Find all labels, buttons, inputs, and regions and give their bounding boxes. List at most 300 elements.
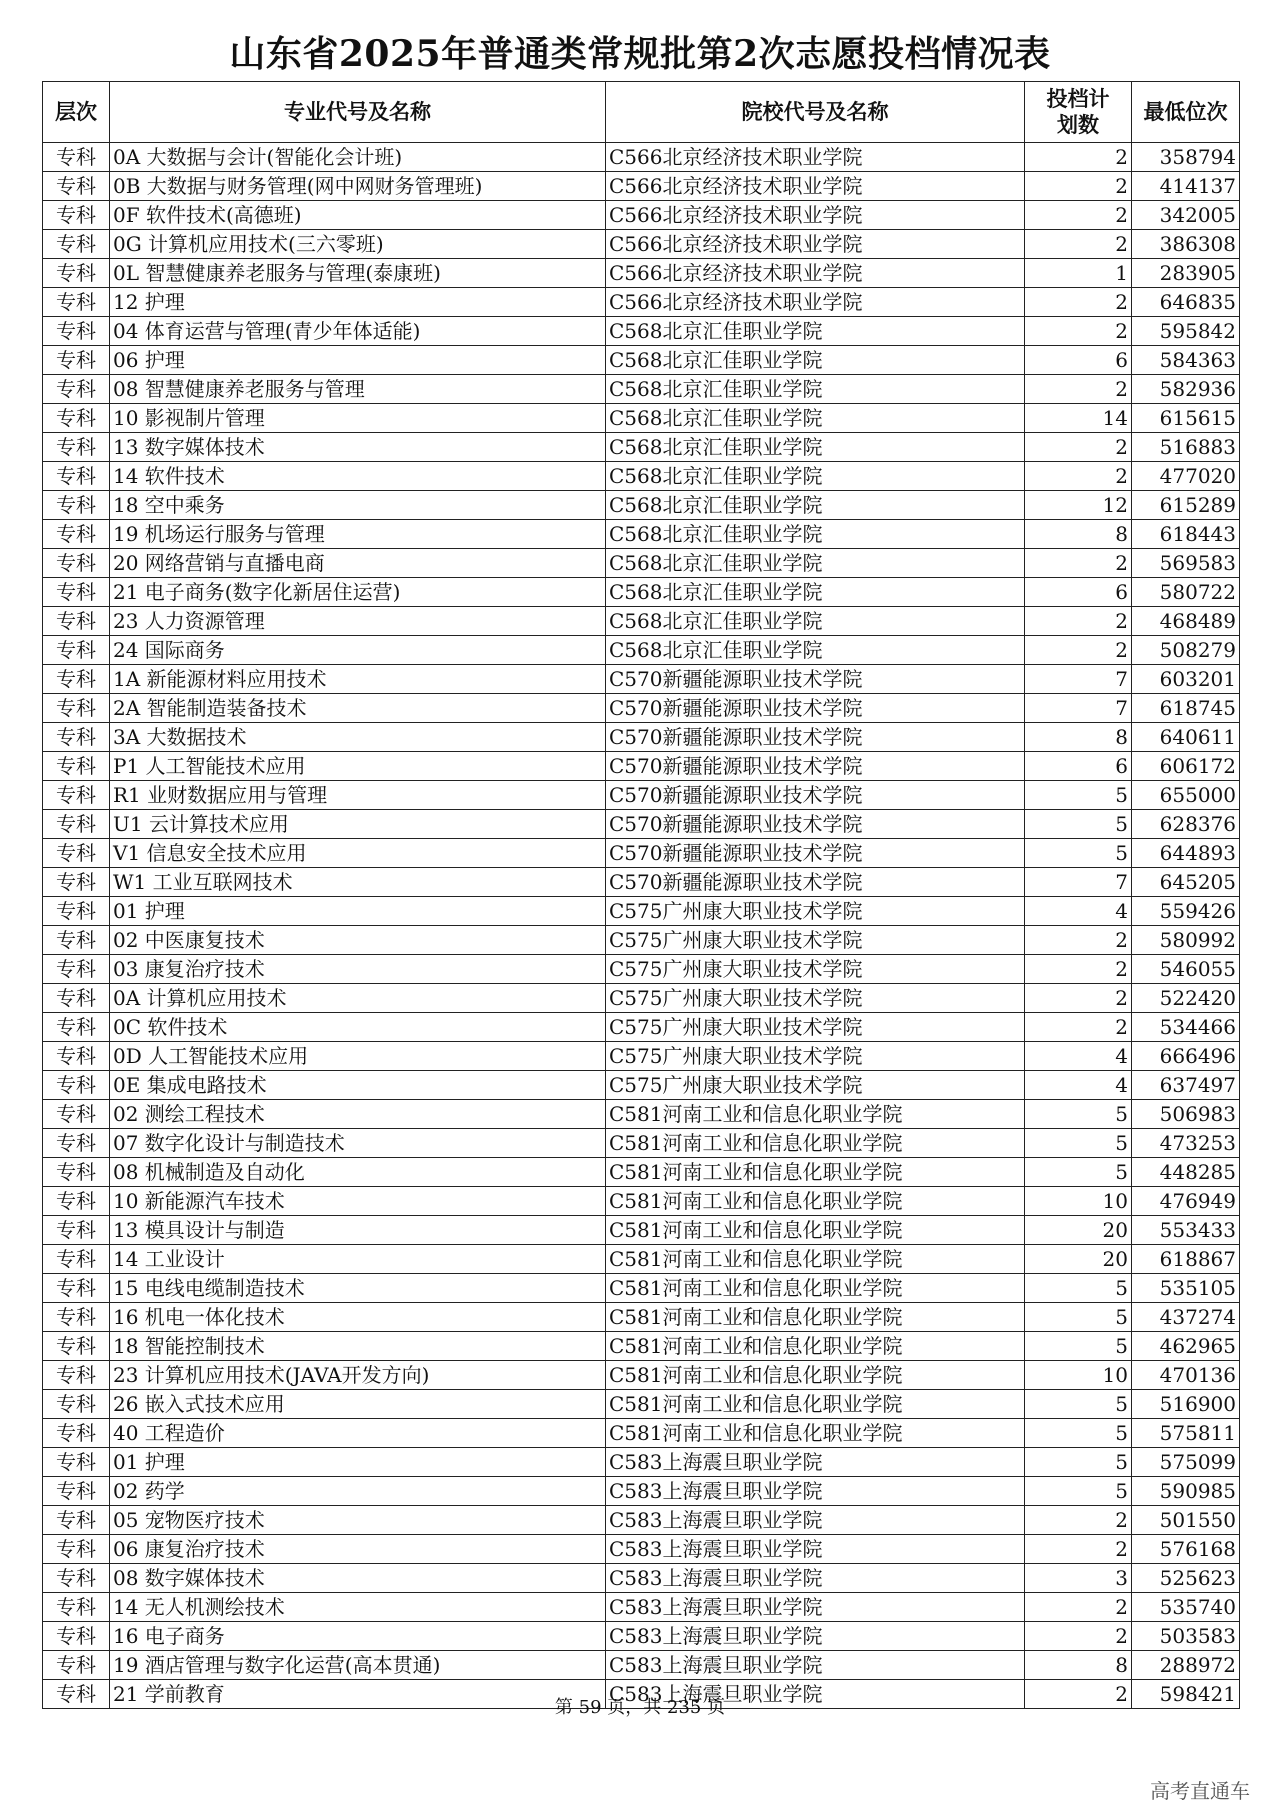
cell-plan: 4: [1025, 897, 1132, 926]
cell-rank: 546055: [1132, 955, 1240, 984]
cell-plan: 2: [1025, 1535, 1132, 1564]
cell-rank: 569583: [1132, 549, 1240, 578]
cell-school: C570新疆能源职业技术学院: [606, 752, 1025, 781]
page-number-footer: 第 59 页，共 235 页: [554, 1697, 726, 1718]
cell-rank: 414137: [1132, 172, 1240, 201]
cell-level: 专科: [43, 346, 110, 375]
table-row: [43, 955, 1240, 984]
cell-level: 专科: [43, 1216, 110, 1245]
table-row: [43, 752, 1240, 781]
table-row: [43, 346, 1240, 375]
table-row: [43, 1622, 1240, 1651]
cell-plan: 2: [1025, 1593, 1132, 1622]
cell-major: 02 测绘工程技术: [110, 1100, 606, 1129]
cell-school: C575广州康大职业技术学院: [606, 1013, 1025, 1042]
cell-major: 05 宠物医疗技术: [110, 1506, 606, 1535]
cell-level: 专科: [43, 607, 110, 636]
cell-rank: 508279: [1132, 636, 1240, 665]
cell-rank: 522420: [1132, 984, 1240, 1013]
table-row: [43, 1013, 1240, 1042]
cell-rank: 615289: [1132, 491, 1240, 520]
header-school: 院校代号及名称: [606, 82, 1025, 143]
cell-rank: 603201: [1132, 665, 1240, 694]
table-row: [43, 665, 1240, 694]
cell-school: C583上海震旦职业学院: [606, 1477, 1025, 1506]
cell-plan: 8: [1025, 1651, 1132, 1680]
table-row: [43, 288, 1240, 317]
cell-rank: 618443: [1132, 520, 1240, 549]
cell-major: 14 工业设计: [110, 1245, 606, 1274]
cell-level: 专科: [43, 578, 110, 607]
cell-rank: 645205: [1132, 868, 1240, 897]
cell-level: 专科: [43, 1071, 110, 1100]
cell-major: 06 护理: [110, 346, 606, 375]
cell-plan: 20: [1025, 1245, 1132, 1274]
cell-major: 0E 集成电路技术: [110, 1071, 606, 1100]
cell-rank: 534466: [1132, 1013, 1240, 1042]
cell-rank: 582936: [1132, 375, 1240, 404]
cell-major: 0B 大数据与财务管理(网中网财务管理班): [110, 172, 606, 201]
cell-plan: 8: [1025, 520, 1132, 549]
cell-plan: 6: [1025, 346, 1132, 375]
cell-level: 专科: [43, 839, 110, 868]
cell-level: 专科: [43, 636, 110, 665]
cell-level: 专科: [43, 1303, 110, 1332]
cell-rank: 470136: [1132, 1361, 1240, 1390]
cell-plan: 6: [1025, 752, 1132, 781]
header-major: 专业代号及名称: [110, 82, 606, 143]
cell-rank: 516883: [1132, 433, 1240, 462]
cell-rank: 437274: [1132, 1303, 1240, 1332]
table-row: [43, 1593, 1240, 1622]
cell-school: C583上海震旦职业学院: [606, 1564, 1025, 1593]
cell-plan: 5: [1025, 1303, 1132, 1332]
cell-rank: 584363: [1132, 346, 1240, 375]
cell-school: C583上海震旦职业学院: [606, 1506, 1025, 1535]
cell-major: 01 护理: [110, 1448, 606, 1477]
cell-school: C568北京汇佳职业学院: [606, 549, 1025, 578]
admission-table-wrapper: [42, 81, 1239, 1709]
cell-level: 专科: [43, 723, 110, 752]
cell-plan: 5: [1025, 1100, 1132, 1129]
table-row: [43, 491, 1240, 520]
cell-plan: 5: [1025, 1419, 1132, 1448]
cell-level: 专科: [43, 1100, 110, 1129]
table-row: [43, 404, 1240, 433]
table-row: [43, 1419, 1240, 1448]
cell-school: C568北京汇佳职业学院: [606, 346, 1025, 375]
cell-school: C583上海震旦职业学院: [606, 1680, 1025, 1709]
cell-school: C583上海震旦职业学院: [606, 1535, 1025, 1564]
cell-rank: 628376: [1132, 810, 1240, 839]
cell-school: C568北京汇佳职业学院: [606, 578, 1025, 607]
table-row: [43, 1361, 1240, 1390]
cell-plan: 2: [1025, 984, 1132, 1013]
table-row: [43, 839, 1240, 868]
cell-rank: 580722: [1132, 578, 1240, 607]
cell-level: 专科: [43, 259, 110, 288]
cell-level: 专科: [43, 984, 110, 1013]
cell-level: 专科: [43, 1042, 110, 1071]
cell-school: C581河南工业和信息化职业学院: [606, 1129, 1025, 1158]
table-row: [43, 1651, 1240, 1680]
cell-school: C568北京汇佳职业学院: [606, 375, 1025, 404]
cell-level: 专科: [43, 1361, 110, 1390]
cell-level: 专科: [43, 1506, 110, 1535]
cell-major: 2A 智能制造装备技术: [110, 694, 606, 723]
table-row: [43, 1100, 1240, 1129]
table-row: [43, 607, 1240, 636]
cell-major: 14 软件技术: [110, 462, 606, 491]
table-row: [43, 375, 1240, 404]
cell-plan: 2: [1025, 1013, 1132, 1042]
cell-level: 专科: [43, 172, 110, 201]
cell-plan: 2: [1025, 607, 1132, 636]
watermark: 高考直通车: [1150, 1779, 1250, 1803]
cell-rank: 473253: [1132, 1129, 1240, 1158]
cell-school: C568北京汇佳职业学院: [606, 317, 1025, 346]
cell-level: 专科: [43, 781, 110, 810]
cell-level: 专科: [43, 1622, 110, 1651]
cell-plan: 5: [1025, 1477, 1132, 1506]
cell-level: 专科: [43, 694, 110, 723]
cell-rank: 535740: [1132, 1593, 1240, 1622]
table-row: [43, 1071, 1240, 1100]
cell-level: 专科: [43, 201, 110, 230]
table-row: [43, 1042, 1240, 1071]
cell-plan: 2: [1025, 926, 1132, 955]
cell-school: C568北京汇佳职业学院: [606, 636, 1025, 665]
cell-rank: 598421: [1132, 1680, 1240, 1709]
cell-rank: 618867: [1132, 1245, 1240, 1274]
cell-plan: 2: [1025, 172, 1132, 201]
cell-major: 06 康复治疗技术: [110, 1535, 606, 1564]
cell-school: C581河南工业和信息化职业学院: [606, 1274, 1025, 1303]
cell-level: 专科: [43, 230, 110, 259]
cell-school: C568北京汇佳职业学院: [606, 433, 1025, 462]
table-body: [43, 143, 1240, 1709]
table-row: [43, 868, 1240, 897]
cell-major: 0F 软件技术(高德班): [110, 201, 606, 230]
cell-plan: 5: [1025, 839, 1132, 868]
cell-school: C566北京经济技术职业学院: [606, 259, 1025, 288]
cell-level: 专科: [43, 317, 110, 346]
cell-plan: 2: [1025, 288, 1132, 317]
cell-plan: 1: [1025, 259, 1132, 288]
cell-level: 专科: [43, 665, 110, 694]
cell-school: C581河南工业和信息化职业学院: [606, 1158, 1025, 1187]
cell-rank: 501550: [1132, 1506, 1240, 1535]
cell-plan: 2: [1025, 1680, 1132, 1709]
cell-major: P1 人工智能技术应用: [110, 752, 606, 781]
cell-rank: 386308: [1132, 230, 1240, 259]
cell-school: C583上海震旦职业学院: [606, 1448, 1025, 1477]
cell-plan: 2: [1025, 462, 1132, 491]
cell-school: C568北京汇佳职业学院: [606, 462, 1025, 491]
cell-rank: 615615: [1132, 404, 1240, 433]
cell-rank: 575811: [1132, 1419, 1240, 1448]
cell-major: 19 机场运行服务与管理: [110, 520, 606, 549]
cell-level: 专科: [43, 462, 110, 491]
cell-school: C583上海震旦职业学院: [606, 1622, 1025, 1651]
cell-plan: 2: [1025, 230, 1132, 259]
table-row: [43, 172, 1240, 201]
cell-rank: 462965: [1132, 1332, 1240, 1361]
cell-major: 0D 人工智能技术应用: [110, 1042, 606, 1071]
cell-major: 08 智慧健康养老服务与管理: [110, 375, 606, 404]
cell-major: 18 空中乘务: [110, 491, 606, 520]
cell-school: C575广州康大职业技术学院: [606, 897, 1025, 926]
cell-school: C575广州康大职业技术学院: [606, 926, 1025, 955]
cell-major: 08 数字媒体技术: [110, 1564, 606, 1593]
table-row: [43, 1564, 1240, 1593]
cell-major: 23 计算机应用技术(JAVA开发方向): [110, 1361, 606, 1390]
cell-major: 08 机械制造及自动化: [110, 1158, 606, 1187]
cell-level: 专科: [43, 433, 110, 462]
cell-school: C575广州康大职业技术学院: [606, 1042, 1025, 1071]
cell-rank: 358794: [1132, 143, 1240, 172]
cell-plan: 2: [1025, 317, 1132, 346]
cell-school: C581河南工业和信息化职业学院: [606, 1332, 1025, 1361]
header-level: 层次: [43, 82, 110, 143]
cell-major: 26 嵌入式技术应用: [110, 1390, 606, 1419]
cell-major: 0G 计算机应用技术(三六零班): [110, 230, 606, 259]
cell-level: 专科: [43, 1680, 110, 1709]
table-row: [43, 781, 1240, 810]
cell-level: 专科: [43, 143, 110, 172]
cell-plan: 7: [1025, 868, 1132, 897]
cell-rank: 476949: [1132, 1187, 1240, 1216]
table-row: [43, 520, 1240, 549]
cell-major: 16 机电一体化技术: [110, 1303, 606, 1332]
cell-major: 40 工程造价: [110, 1419, 606, 1448]
cell-school: C568北京汇佳职业学院: [606, 520, 1025, 549]
cell-plan: 5: [1025, 1332, 1132, 1361]
table-row: [43, 1187, 1240, 1216]
cell-level: 专科: [43, 1564, 110, 1593]
cell-rank: 595842: [1132, 317, 1240, 346]
cell-rank: 606172: [1132, 752, 1240, 781]
cell-level: 专科: [43, 1477, 110, 1506]
cell-major: 16 电子商务: [110, 1622, 606, 1651]
cell-plan: 6: [1025, 578, 1132, 607]
cell-plan: 5: [1025, 1448, 1132, 1477]
table-header-row: [43, 82, 1240, 143]
table-row: [43, 549, 1240, 578]
cell-major: 12 护理: [110, 288, 606, 317]
cell-level: 专科: [43, 752, 110, 781]
cell-major: 13 模具设计与制造: [110, 1216, 606, 1245]
cell-plan: 5: [1025, 1274, 1132, 1303]
cell-major: 0C 软件技术: [110, 1013, 606, 1042]
cell-rank: 666496: [1132, 1042, 1240, 1071]
cell-major: 24 国际商务: [110, 636, 606, 665]
cell-rank: 618745: [1132, 694, 1240, 723]
cell-major: 10 影视制片管理: [110, 404, 606, 433]
cell-plan: 5: [1025, 810, 1132, 839]
cell-level: 专科: [43, 1332, 110, 1361]
cell-plan: 5: [1025, 1129, 1132, 1158]
cell-rank: 576168: [1132, 1535, 1240, 1564]
cell-major: 0L 智慧健康养老服务与管理(泰康班): [110, 259, 606, 288]
cell-level: 专科: [43, 897, 110, 926]
cell-rank: 516900: [1132, 1390, 1240, 1419]
cell-major: W1 工业互联网技术: [110, 868, 606, 897]
cell-school: C566北京经济技术职业学院: [606, 288, 1025, 317]
cell-plan: 8: [1025, 723, 1132, 752]
cell-major: 15 电线电缆制造技术: [110, 1274, 606, 1303]
cell-major: 20 网络营销与直播电商: [110, 549, 606, 578]
cell-level: 专科: [43, 1448, 110, 1477]
cell-plan: 5: [1025, 1390, 1132, 1419]
cell-plan: 2: [1025, 375, 1132, 404]
cell-school: C570新疆能源职业技术学院: [606, 694, 1025, 723]
cell-rank: 655000: [1132, 781, 1240, 810]
table-row: [43, 1303, 1240, 1332]
cell-school: C566北京经济技术职业学院: [606, 230, 1025, 259]
cell-level: 专科: [43, 1274, 110, 1303]
table-row: [43, 259, 1240, 288]
cell-level: 专科: [43, 404, 110, 433]
cell-level: 专科: [43, 375, 110, 404]
table-row: [43, 433, 1240, 462]
table-row: [43, 723, 1240, 752]
cell-plan: 7: [1025, 665, 1132, 694]
table-row: [43, 1216, 1240, 1245]
table-row: [43, 1390, 1240, 1419]
cell-level: 专科: [43, 1013, 110, 1042]
admission-table: [42, 81, 1240, 1709]
table-row: [43, 1158, 1240, 1187]
cell-level: 专科: [43, 1593, 110, 1622]
cell-school: C566北京经济技术职业学院: [606, 143, 1025, 172]
cell-level: 专科: [43, 1245, 110, 1274]
cell-rank: 503583: [1132, 1622, 1240, 1651]
cell-plan: 2: [1025, 1506, 1132, 1535]
table-row: [43, 1332, 1240, 1361]
cell-school: C570新疆能源职业技术学院: [606, 839, 1025, 868]
cell-school: C570新疆能源职业技术学院: [606, 723, 1025, 752]
table-row: [43, 1477, 1240, 1506]
cell-rank: 575099: [1132, 1448, 1240, 1477]
cell-school: C566北京经济技术职业学院: [606, 172, 1025, 201]
cell-rank: 590985: [1132, 1477, 1240, 1506]
cell-major: 0A 计算机应用技术: [110, 984, 606, 1013]
table-row: [43, 926, 1240, 955]
cell-school: C581河南工业和信息化职业学院: [606, 1390, 1025, 1419]
cell-plan: 10: [1025, 1187, 1132, 1216]
cell-school: C575广州康大职业技术学院: [606, 1071, 1025, 1100]
cell-school: C575广州康大职业技术学院: [606, 984, 1025, 1013]
page-title: 山东省2025年普通类常规批第2次志愿投档情况表: [229, 33, 1051, 75]
table-row: [43, 984, 1240, 1013]
cell-school: C570新疆能源职业技术学院: [606, 665, 1025, 694]
cell-school: C568北京汇佳职业学院: [606, 404, 1025, 433]
cell-rank: 640611: [1132, 723, 1240, 752]
cell-school: C570新疆能源职业技术学院: [606, 781, 1025, 810]
cell-school: C583上海震旦职业学院: [606, 1651, 1025, 1680]
cell-school: C575广州康大职业技术学院: [606, 955, 1025, 984]
table-row: [43, 578, 1240, 607]
cell-level: 专科: [43, 1535, 110, 1564]
cell-major: 1A 新能源材料应用技术: [110, 665, 606, 694]
cell-plan: 10: [1025, 1361, 1132, 1390]
table-row: [43, 317, 1240, 346]
cell-school: C583上海震旦职业学院: [606, 1593, 1025, 1622]
cell-level: 专科: [43, 868, 110, 897]
cell-rank: 535105: [1132, 1274, 1240, 1303]
cell-level: 专科: [43, 1187, 110, 1216]
cell-rank: 506983: [1132, 1100, 1240, 1129]
cell-major: 04 体育运营与管理(青少年体适能): [110, 317, 606, 346]
table-row: [43, 1245, 1240, 1274]
cell-level: 专科: [43, 1419, 110, 1448]
cell-major: 02 中医康复技术: [110, 926, 606, 955]
cell-major: U1 云计算技术应用: [110, 810, 606, 839]
header-plan: [1025, 82, 1132, 143]
cell-school: C581河南工业和信息化职业学院: [606, 1245, 1025, 1274]
cell-major: 10 新能源汽车技术: [110, 1187, 606, 1216]
cell-level: 专科: [43, 1390, 110, 1419]
table-row: [43, 1448, 1240, 1477]
cell-plan: 2: [1025, 549, 1132, 578]
cell-major: 01 护理: [110, 897, 606, 926]
cell-major: 3A 大数据技术: [110, 723, 606, 752]
cell-level: 专科: [43, 1651, 110, 1680]
cell-rank: 468489: [1132, 607, 1240, 636]
cell-major: 21 电子商务(数字化新居住运营): [110, 578, 606, 607]
cell-rank: 580992: [1132, 926, 1240, 955]
cell-plan: 2: [1025, 143, 1132, 172]
cell-major: V1 信息安全技术应用: [110, 839, 606, 868]
table-row: [43, 810, 1240, 839]
cell-plan: 4: [1025, 1042, 1132, 1071]
cell-plan: 2: [1025, 636, 1132, 665]
cell-level: 专科: [43, 955, 110, 984]
cell-rank: 553433: [1132, 1216, 1240, 1245]
cell-major: R1 业财数据应用与管理: [110, 781, 606, 810]
cell-plan: 7: [1025, 694, 1132, 723]
cell-plan: 2: [1025, 1622, 1132, 1651]
cell-plan: 3: [1025, 1564, 1132, 1593]
table-row: [43, 143, 1240, 172]
cell-rank: 448285: [1132, 1158, 1240, 1187]
header-plan-line-2: 划数: [1057, 112, 1099, 137]
cell-plan: 2: [1025, 433, 1132, 462]
table-row: [43, 1274, 1240, 1303]
cell-school: C566北京经济技术职业学院: [606, 201, 1025, 230]
cell-major: 03 康复治疗技术: [110, 955, 606, 984]
cell-school: C570新疆能源职业技术学院: [606, 810, 1025, 839]
cell-major: 13 数字媒体技术: [110, 433, 606, 462]
cell-rank: 644893: [1132, 839, 1240, 868]
cell-plan: 20: [1025, 1216, 1132, 1245]
cell-plan: 2: [1025, 201, 1132, 230]
cell-level: 专科: [43, 1158, 110, 1187]
table-row: [43, 201, 1240, 230]
cell-level: 专科: [43, 491, 110, 520]
table-row: [43, 1506, 1240, 1535]
cell-rank: 288972: [1132, 1651, 1240, 1680]
cell-major: 21 学前教育: [110, 1680, 606, 1709]
table-row: [43, 694, 1240, 723]
cell-level: 专科: [43, 1129, 110, 1158]
cell-major: 07 数字化设计与制造技术: [110, 1129, 606, 1158]
cell-rank: 283905: [1132, 259, 1240, 288]
cell-level: 专科: [43, 520, 110, 549]
cell-school: C581河南工业和信息化职业学院: [606, 1419, 1025, 1448]
cell-plan: 5: [1025, 781, 1132, 810]
